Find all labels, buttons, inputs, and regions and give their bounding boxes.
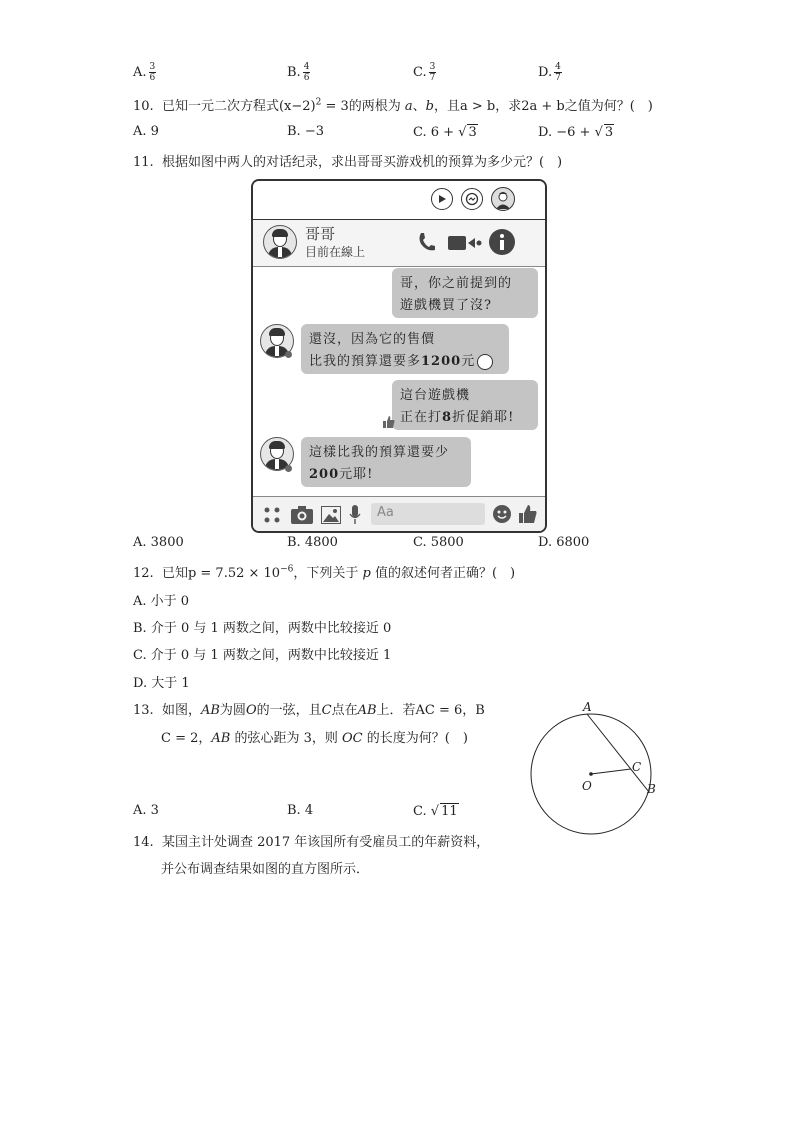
chord-ab [587,714,649,792]
q12-option-a: A. 小于 0 [133,594,190,609]
message-outgoing-1: 哥，你之前提到的 遊戲機買了沒? [392,268,538,318]
q12-option-d: D. 大于 1 [133,676,190,691]
q13-stem-line1: 13. 如图，AB为圆O的一弦，且C点在AB上．若AC = 6，B [133,703,485,718]
camera-icon[interactable] [291,506,313,528]
q12-option-c: C. 介于 0 与 1 两数之间，两数中比较接近 1 [133,648,392,663]
center-point [589,772,593,776]
image-icon[interactable] [321,506,341,528]
q14-stem-line1: 14. 某国主计处调查 2017 年该国所有受雇员工的年薪资料， [133,835,490,850]
phone-icon[interactable] [417,232,435,256]
q13-stem-line2: C = 2，AB 的弦心距为 3，则 OC 的长度为何？( ) [161,731,468,746]
message-outgoing-2: 這台遊戲機 正在打8折促銷耶! [392,380,538,430]
q10-option-d: D. −6 + √ 3 [538,125,614,140]
info-icon[interactable] [489,229,515,259]
q13-circle-diagram [525,700,665,840]
messenger-icon[interactable] [461,188,483,210]
label-c: C [632,760,642,774]
online-dot-icon [285,465,292,472]
video-call-icon[interactable] [448,234,482,256]
contact-avatar [263,225,297,259]
contact-status: 目前在線上 [305,245,366,259]
q10-option-a: A. 9 [133,124,159,139]
microphone-icon[interactable] [349,505,361,529]
avatar-icon[interactable] [491,187,515,211]
q9-option-d: D. $\frac{4}{7}$ [538,62,561,83]
q13-option-b: B. 4 [287,803,314,818]
segment-oc [591,769,631,774]
message-incoming-1: 還沒，因為它的售價 比我的預算還要多1200元 [301,324,509,374]
online-dot-icon [285,351,292,358]
q10-option-c: C. 6 + √ 3 [413,125,477,140]
q9-option-c: C. $\frac{3}{7}$ [413,62,436,83]
label-o: O [582,779,592,793]
chat-input-bar [253,496,545,531]
q10-option-b: B. −3 [287,124,324,139]
q10-stem: 10. 已知一元二次方程式$(x-2)^2 = 3$的两根为 a、b，且a > b，求2a + b之值为何？( ) [133,97,653,114]
emoji-icon[interactable] [493,505,511,527]
q11-stem: 11. 根据如图中两人的对话纪录，求出哥哥买游戏机的预算为多少元？( ) [133,155,563,170]
contact-name: 哥哥 [305,225,336,243]
q11-option-b: B. 4800 [287,535,338,550]
label-a: A [583,700,592,714]
chat-header [253,219,545,267]
like-icon[interactable] [519,505,537,527]
apps-grid-icon[interactable] [263,506,281,528]
chat-top-bar [253,181,545,219]
q12-stem: 12. 已知$p = 7.52 \times 10^{-6}$，下列关于 p 值的叙述何者正确？( ) [133,564,516,581]
message-input[interactable]: Aa [371,503,485,525]
play-icon[interactable] [431,188,453,210]
q11-option-d: D. 6800 [538,535,590,550]
q11-option-c: C. 5800 [413,535,464,550]
q12-option-b: B. 介于 0 与 1 两数之间，两数中比较接近 0 [133,621,392,636]
q13-option-a: A. 3 [133,803,159,818]
q9-option-a: A. $\frac{3}{6}$ [133,62,156,83]
q11-option-a: A. 3800 [133,535,184,550]
thumbs-up-icon [383,416,395,432]
q14-stem-line2: 并公布调查结果如图的直方图所示． [161,862,370,877]
message-incoming-2: 這樣比我的預算還要少 200元耶! [301,437,471,487]
chat-window [251,179,547,533]
smiley-icon [477,354,493,370]
q13-option-c: C. √ 11 [413,804,458,819]
q9-option-b: B. $\frac{4}{6}$ [287,62,310,83]
label-b: B [647,782,656,796]
